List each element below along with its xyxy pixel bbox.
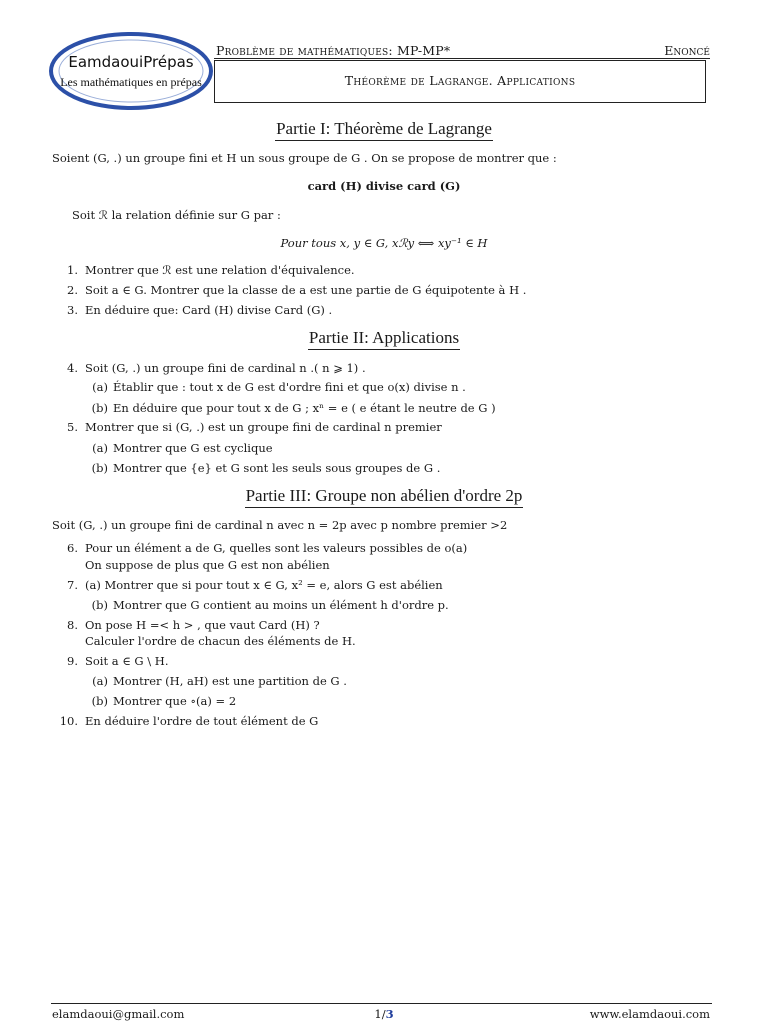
list-item: Soit a ∈ G. Montrer que la classe de a est une partie de G équipotente à H . (85, 283, 527, 297)
list-number: 7. (67, 578, 78, 592)
list-number: (a) (92, 380, 108, 394)
list-item: Montrer que ∘(a) = 2 (113, 694, 237, 708)
footer-email[interactable]: elamdaoui@gmail.com (52, 1007, 185, 1021)
page-total-link[interactable]: 3 (385, 1007, 394, 1021)
part2-heading: Partie II: Applications (0, 328, 768, 348)
list-item: En déduire l'ordre de tout élément de G (85, 714, 319, 728)
logo-name: EamdaouiPrépas (68, 53, 194, 71)
part1-claim: card (H) divise card (G) (307, 179, 461, 193)
footer-rule (51, 1003, 712, 1004)
list-item: (a) Montrer que si pour tout x ∈ G, x² = e, alors G est abélien (85, 578, 443, 592)
list-item: Montrer que G est cyclique (113, 441, 273, 455)
list-item: Soit (G, .) un groupe fini de cardinal n .( n ⩾ 1) . (85, 361, 366, 375)
part1-relation-intro: Soit ℛ la relation définie sur G par : (72, 208, 281, 222)
list-item: Montrer que {e} et G sont les seuls sous groupes de G . (113, 461, 441, 475)
list-item: Pour un élément a de G, quelles sont les valeurs possibles de o(a) (85, 541, 468, 555)
part1-heading: Partie I: Théorème de Lagrange (0, 119, 768, 139)
list-number: (a) (92, 441, 108, 455)
list-number: (b) (91, 461, 108, 475)
list-number: (a) (92, 674, 108, 688)
list-item: Montrer que si (G, .) est un groupe fini de cardinal n premier (85, 420, 442, 434)
list-number: 9. (67, 654, 78, 668)
list-number: (b) (91, 598, 108, 612)
part3-heading: Partie III: Groupe non abélien d'ordre 2p (0, 486, 768, 506)
list-number: (b) (91, 694, 108, 708)
list-item: Soit a ∈ G \ H. (85, 654, 169, 668)
list-number: 4. (67, 361, 78, 375)
list-number: 5. (67, 420, 78, 434)
list-number: 8. (67, 618, 78, 632)
list-number: 6. (67, 541, 78, 555)
site-logo (48, 31, 214, 111)
header-doc-type: Enoncé (664, 43, 710, 58)
list-item: Montrer que G contient au moins un élément h d'ordre p. (113, 598, 449, 612)
list-item: Montrer (H, aH) est une partition de G . (113, 674, 347, 688)
logo-ellipse-icon (48, 31, 214, 111)
document-title: Théorème de Lagrange. Applications (344, 73, 576, 88)
header-course: Problème de mathématiques: MP-MP* (216, 43, 451, 58)
list-item: On suppose de plus que G est non abélien (85, 558, 330, 572)
page-current: 1 (374, 1007, 382, 1021)
list-item: En déduire que pour tout x de G ; xⁿ = e ( e étant le neutre de G ) (113, 401, 496, 415)
title-box (214, 60, 706, 103)
list-number: (b) (91, 401, 108, 415)
list-item: On pose H =< h > , que vaut Card (H) ? (85, 618, 320, 632)
page-separator: / (381, 1007, 386, 1021)
list-item: Établir que : tout x de G est d'ordre fini et que o(x) divise n . (113, 380, 466, 394)
header-rule (214, 58, 710, 59)
part3-intro: Soit (G, .) un groupe fini de cardinal n avec n = 2p avec p nombre premier >2 (52, 518, 508, 532)
part1-intro: Soient (G, .) un groupe fini et H un sous groupe de G . On se propose de montrer que : (52, 151, 557, 165)
list-number: 2. (67, 283, 78, 297)
list-item: Calculer l'ordre de chacun des éléments de H. (85, 634, 356, 648)
list-item: En déduire que: Card (H) divise Card (G) . (85, 303, 333, 317)
list-item: Montrer que ℛ est une relation d'équivalence. (85, 263, 355, 277)
list-number: 3. (67, 303, 78, 317)
list-number: 10. (59, 714, 78, 728)
logo-tagline: Les mathématiques en prépas (60, 75, 202, 89)
part1-relation: Pour tous x, y ∈ G, xℛy ⟺ xy⁻¹ ∈ H (280, 236, 488, 250)
list-number: 1. (67, 263, 78, 277)
footer-website[interactable]: www.elamdaoui.com (589, 1007, 710, 1021)
